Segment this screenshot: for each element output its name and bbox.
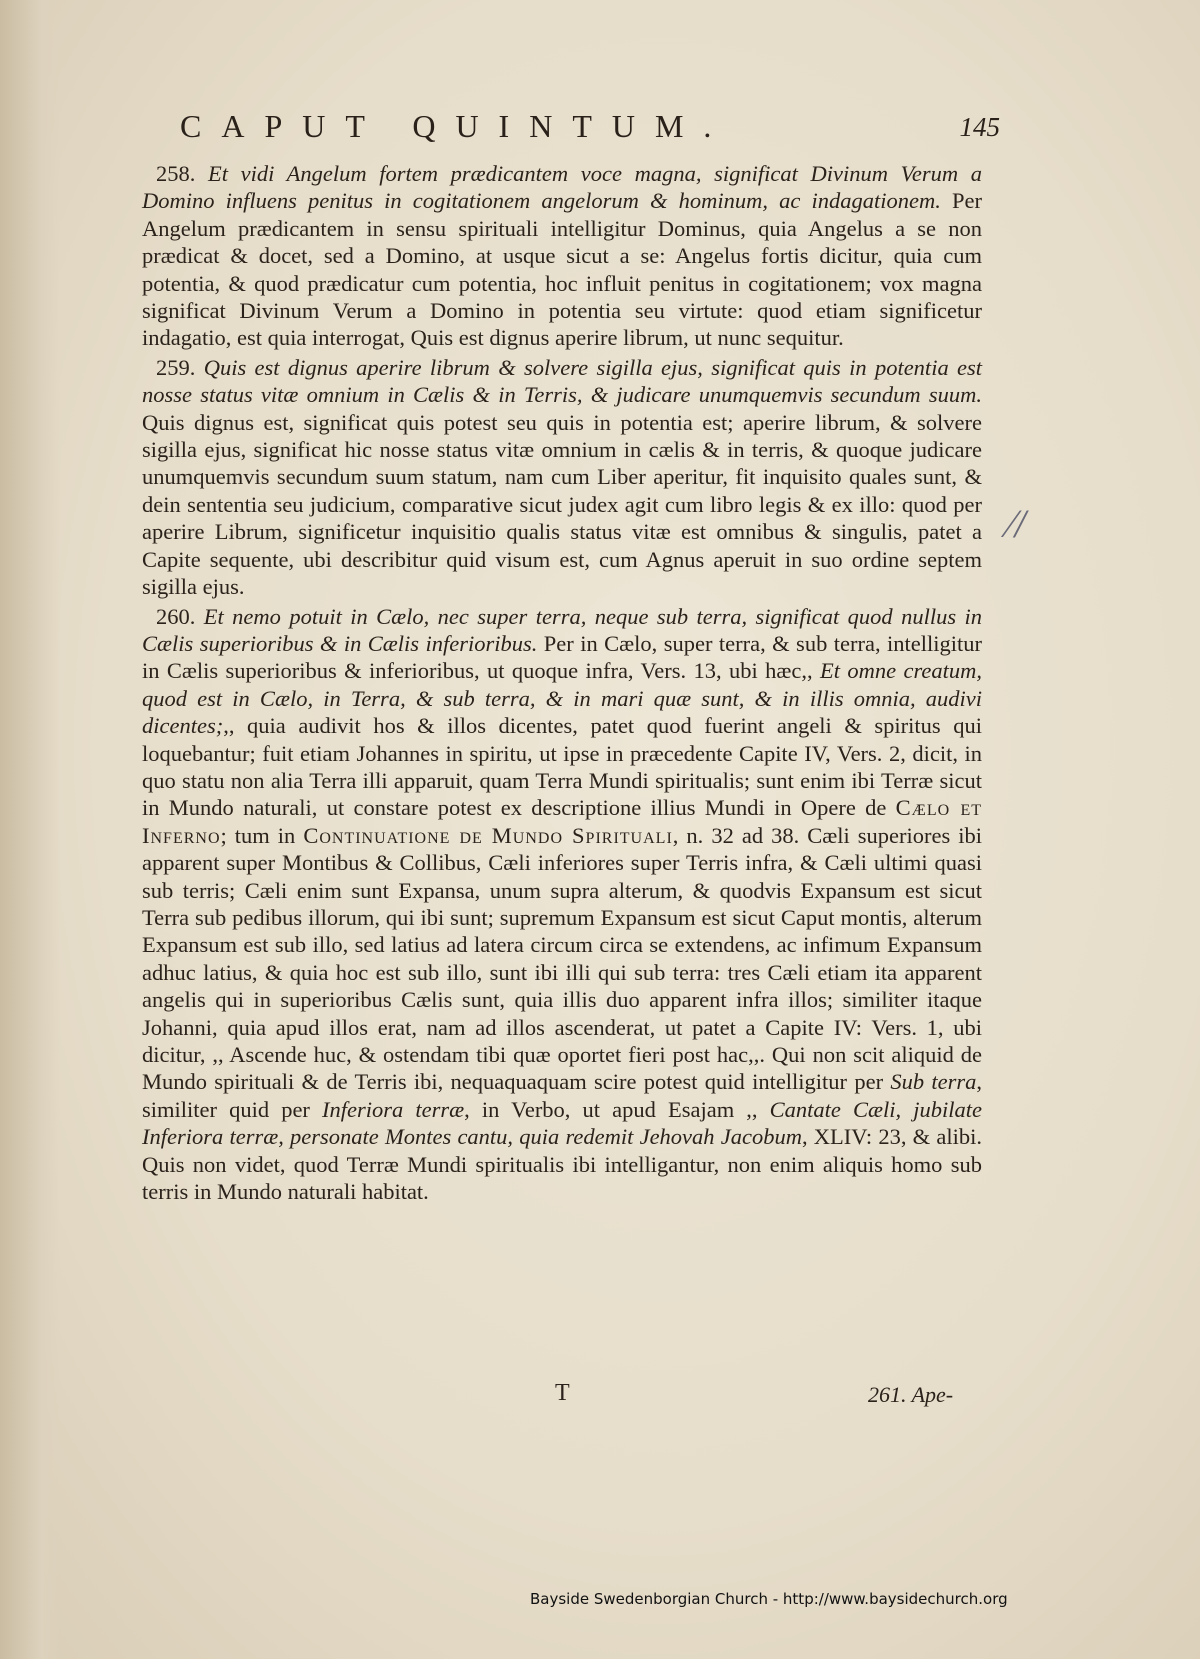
paragraph-258 [142,160,982,352]
signature-mark: T [555,1380,570,1406]
page-number: 145 [959,112,1000,142]
section-number: 260. [156,603,196,629]
running-head: CAPUT QUINTUM. [180,108,732,144]
small-caps-title: Continuatione de Mundo Spirituali [303,822,673,848]
italic-term: Sub terra [890,1069,977,1095]
section-body: ; tum in [220,822,296,848]
section-lemma: Et vidi Angelum fortem prædicantem voce magna, significat Divinum Verum a Domino influens penitus in cogitationem angelorum & hominum, ac indagationem. [142,161,982,214]
paragraph-259 [142,354,982,601]
quotation: Cantate Cæli, jubilate Inferiora terræ, personate Montes cantu, quia redemit Jehovah Jacobum [142,1096,983,1150]
main-text [142,158,982,1205]
quotation: Et omne creatum, quod est in Cælo, in Terra, & sub terra, & in mari quæ sunt, & in illis omnia, audivi dicentes; [142,658,983,739]
page-gutter-shadow [0,0,60,1659]
section-body: , n. 32 ad 38. Cæli superiores ibi apparent super Montibus & Collibus, Cæli inferiores super Terris infra, & Cæli ultimi quasi sub terris; Cæli enim sunt Expansa, unum supra alterum, & quodvis Expansum est sicut Terra sub pedibus illorum, qui ibi sunt; supremum Expansum est sicut Caput montis, alterum Expansum est sub illo, sed latius ad latera circum circa se extendens, ac infimum Expansum adhuc latius, & quia hoc est sub illo, sunt ibi illi qui sub terra: tres Cæli etiam ita apparent angelis qui in superioribus Cælis sunt, quia illis duo apparent infra illos; similiter itaque Johanni, quia apud illos erat, nam ad illos ascenderat, ut patet a Capite IV: Vers. 1, ubi dicitur, ,, Ascende huc, & ostendam tibi quæ oportet fieri post hac,,. Qui non scit aliquid de Mundo spirituali & de Terris ibi, nequaquaquam scire potest quid intelligitur per [142,822,983,1095]
italic-term: Inferiora terræ [322,1096,465,1122]
section-body: Per Angelum prædicantem in sensu spirituali intelligitur Dominus, quia Angelus a se non prædicat & docet, sed a Domino, at usque sicut a se: Angelus fortis dicitur, quia cum potentia, & quod prædicatur cum potentia, hoc influit penitus in cogitationem; vox magna significat Divinum Verum a Domino in potentia seu virtute: quod etiam significetur indagatio, est quia interrogat, Quis est dignus aperire librum, ut nunc sequitur. [142,188,983,351]
credit-text: Bayside Swedenborgian Church - http://www.baysidechurch.org [530,1590,1008,1608]
catchword: 261. Ape- [868,1382,954,1407]
small-caps-title: Cælo et Inferno [142,795,982,848]
section-number: 258. [156,161,196,186]
section-body: Quis dignus est, significat quis potest seu quis in potentia est; aperire librum, & solvere sigilla ejus, significat hic nosse status vitæ omnium in cælis & in terris, & quoque judicare unumquemvis secundum suum statum, nam cum Liber aperitur, fit inquisito quales sunt, & dein sententia seu judicium, comparative sicut judex agit cum libro legis & ex illo: quod per aperire Librum, significetur inquisitio qualis status vitæ est omnibus & singulis, patet a Capite sequente, ubi describitur quid visum est, cum Agnus aperuit in suo ordine septem sigilla ejus. [142,409,982,600]
page-header [180,108,1000,148]
section-body: ,, quia audivit hos & illos dicentes, patet quod fuerint angeli & spiritus qui loquebantur; fuit etiam Johannes in spiritu, ut ipse in præcedente Capite IV, Vers. 2, dicit, in quo statu non alia Terra illi apparuit, quam Terra Mundi spiritualis; sunt enim ibi Terræ sicut in Mundo naturali, ut constare potest ex descriptione illius Mundi in Opere de [142,713,982,821]
section-lemma: Quis est dignus aperire librum & solvere sigilla ejus, significat quis in potentia est nosse status vitæ omnium in Cælis & in Terris, & judicare unumquemvis secundum suum. [142,354,983,408]
section-body: , XLIV: 23, & alibi. Quis non videt, quod Terræ Mundi spiritualis ibi intelligantur, non enim aliquis homo sub terris in Mundo naturali habitat. [142,1124,982,1205]
section-body: , similiter quid per [142,1069,982,1122]
margin-annotation: ⁄/ [1008,501,1026,546]
paragraph-260 [142,603,982,1206]
section-body: Per in Cælo, super terra, & sub terra, intelligitur in Cælis superioribus & inferioribus, ut quoque infra, Vers. 13, ubi hæc,, [142,630,982,684]
section-body: , in Verbo, ut apud Esajam ,, [464,1096,758,1122]
section-number: 259. [156,354,196,380]
section-lemma: Et nemo potuit in Cælo, nec super terra, neque sub terra, significat quod nullus in Cælis superioribus & in Cælis inferioribus. [142,603,982,656]
